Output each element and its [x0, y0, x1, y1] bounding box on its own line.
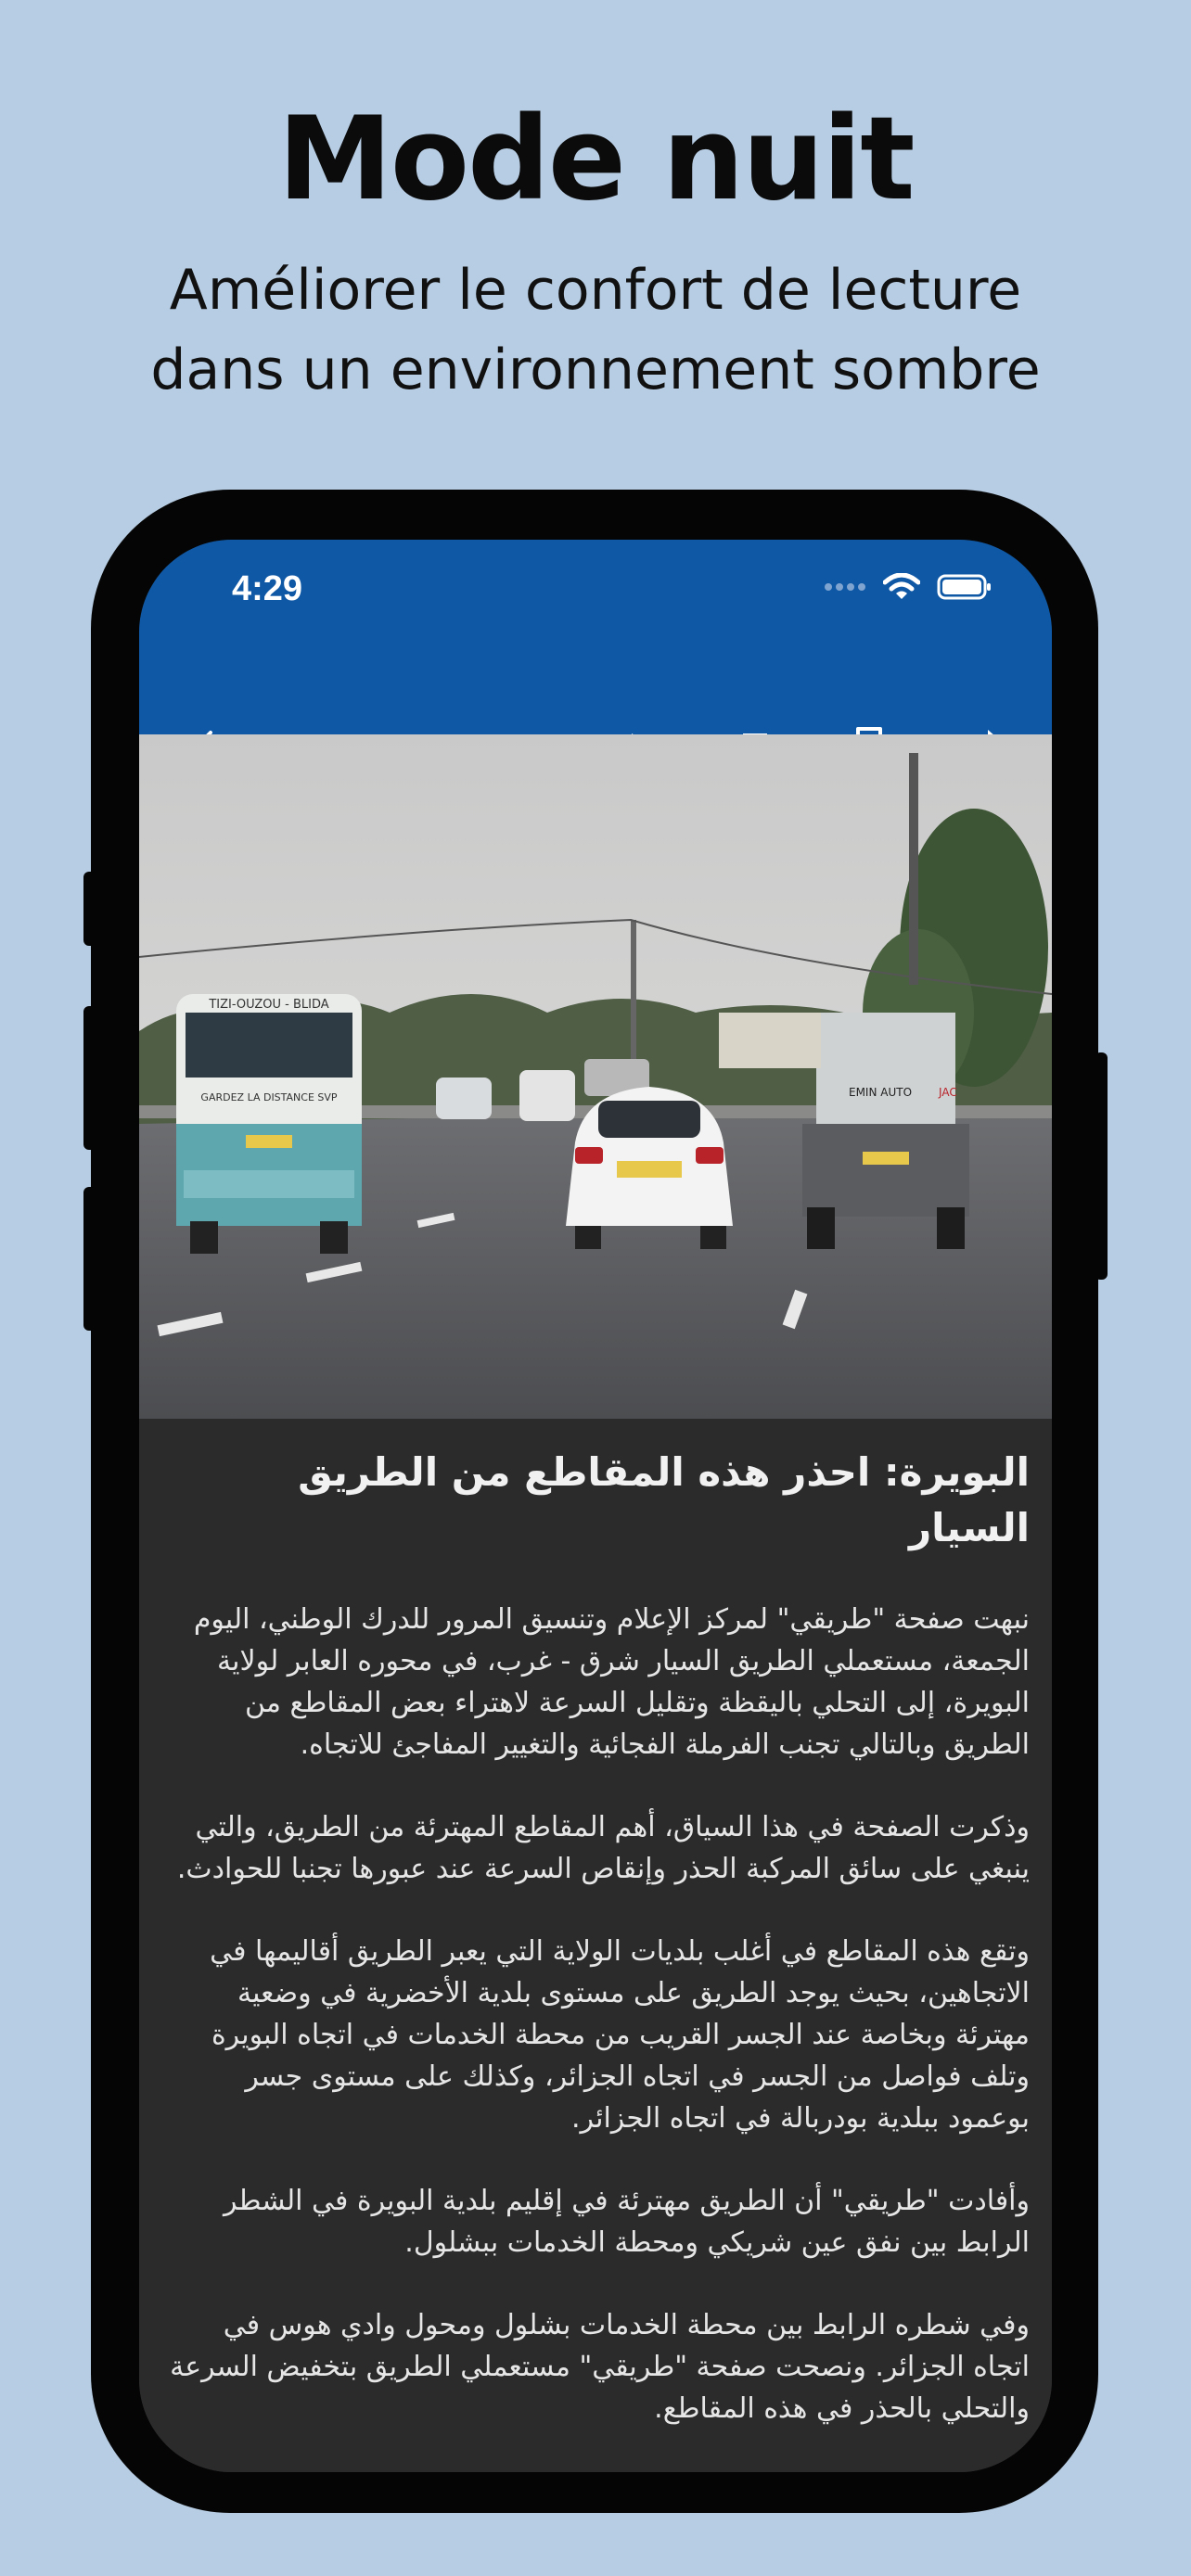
article-paragraph: وأفادت "طريقي" أن الطريق مهترئة في إقليم بلدية البويرة في الشطر الرابط بين نفق عين شريكي ومحطة الخدمات ببشلول. — [224, 2185, 1030, 2259]
article-paragraph: وتقع هذه المقاطع في أغلب بلديات الولاية التي يعبر الطريق أقاليمها في الاتجاهين، بحيث يوجد الطريق على مستوى بلدية الأخضرية في وضعية مهترئة وبخاصة عند الجسر القريب من محطة الخدمات في اتجاه البويرة وتلف فواصل من الجسر في اتجاه الجزائر، وكذلك على مستوى جسر بوعمود ببلدية بودربالة في اتجاه الجزائر. — [210, 1935, 1030, 2135]
article-hero-image — [139, 734, 1052, 1419]
status-bar — [139, 540, 1052, 646]
promo-title: Mode nuit — [277, 93, 914, 226]
volume-down-button — [83, 1187, 96, 1331]
article-paragraph: وذكرت الصفحة في هذا السياق، أهم المقاطع المهترئة من الطريق، والتي ينبغي على سائق المركبة الحذر وإنقاص السرعة عند عبورها تجنبا للحوادث. — [176, 1811, 1030, 1885]
battery-icon — [937, 573, 992, 601]
promo-subtitle-line1: Améliorer le confort de lecture — [169, 258, 1022, 323]
road-photo — [139, 734, 1052, 1419]
article-title: البويرة: احذر هذه المقاطع من الطريق السيار — [298, 1449, 1030, 1550]
phone-screen — [139, 540, 1052, 2472]
bus-sign: TIZI-OUZOU - BLIDA — [209, 998, 329, 1012]
volume-up-button — [83, 1006, 96, 1150]
article-paragraph: نبهت صفحة "طريقي" لمركز الإعلام وتنسيق المرور للدرك الوطني، اليوم الجمعة، مستعملي الطريق السيار شرق - غرب، في محوره العابر لولاية البويرة، إلى التحلي باليقظة وتقليل السرعة لاهتراء بعض المقاطع من الطريق وبالتالي تجنب الفرملة الفجائية والتغيير المفاجئ للاتجاه. — [193, 1603, 1030, 1761]
truck-rear-text: EMIN AUTO — [849, 1086, 913, 1099]
truck-brand: JAC — [939, 1086, 957, 1099]
article-paragraph: وفي شطره الرابط بين محطة الخدمات بشلول ومحول وادي هوس في اتجاه الجزائر. ونصحت صفحة "طريقي" مستعملي الطريق بتخفيض السرعة والتحلي بالحذر في هذه المقاطع. — [170, 2309, 1030, 2425]
status-time: 4:29 — [232, 569, 303, 608]
status-icons — [824, 573, 992, 601]
mute-switch — [83, 872, 96, 946]
power-button — [1095, 1052, 1108, 1280]
promo-subtitle-line2: dans un environnement sombre — [150, 338, 1041, 402]
promo-subtitle — [0, 250, 1191, 410]
wifi-icon — [883, 573, 920, 601]
article-body — [139, 1419, 1052, 2472]
signal-dots-icon — [824, 582, 866, 592]
bus-rear-text: GARDEZ LA DISTANCE SVP — [200, 1091, 338, 1103]
